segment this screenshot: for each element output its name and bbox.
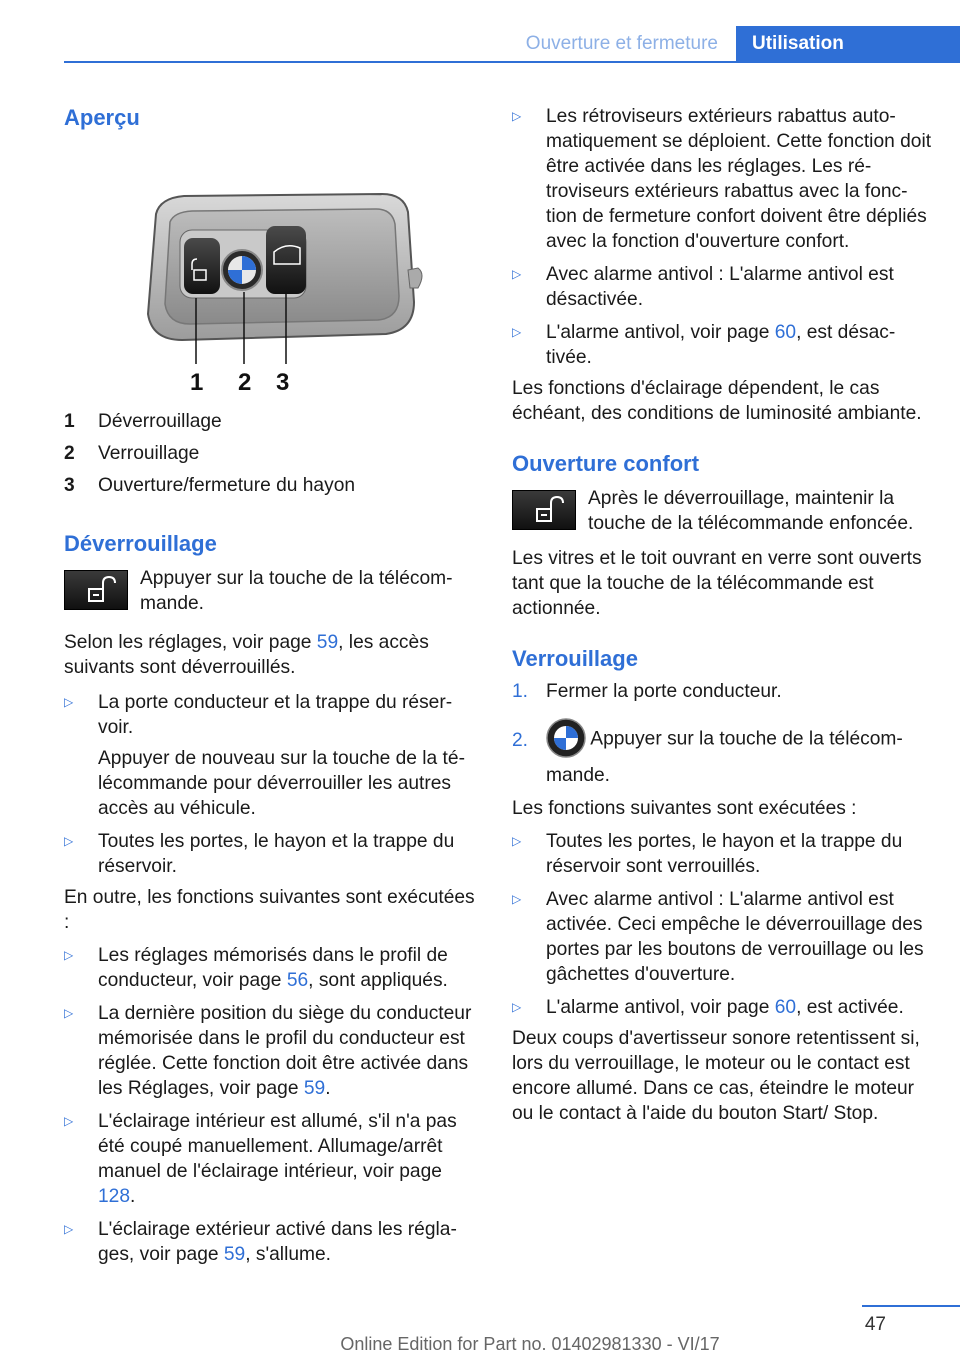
step-text: Fermer la porte conducteur. xyxy=(546,681,782,702)
unlock-instruction: Appuyer sur la touche de la télécommande. xyxy=(140,568,453,614)
settings-paragraph xyxy=(64,630,478,680)
list-item xyxy=(512,320,932,370)
header-chapter-tab[interactable]: Utilisation xyxy=(736,26,960,61)
comfort-icon-paragraph xyxy=(512,486,932,536)
text-span: . xyxy=(325,1078,331,1099)
triangle-right-outline-icon: ▷ xyxy=(64,1006,74,1020)
list-item xyxy=(512,718,932,788)
page-link-56[interactable]: 56 xyxy=(286,970,309,991)
triangle-right-outline-icon: ▷ xyxy=(64,948,74,962)
page-number: 47 xyxy=(864,1314,886,1335)
bullet-text xyxy=(98,1109,478,1209)
list-item xyxy=(64,829,478,879)
bullet-text xyxy=(98,1217,478,1267)
comfort-heading: Ouverture confort xyxy=(512,451,700,476)
triangle-right-outline-icon: ▷ xyxy=(512,1000,522,1014)
text-span: Selon les réglages, voir page xyxy=(64,632,317,653)
unlock-icon xyxy=(64,570,128,610)
bullet-text: Toutes les portes, le hayon et la trappe du réservoir. xyxy=(98,831,455,877)
comfort-instruction: Après le déverrouillage, maintenir la touche de la télécommande enfoncée. xyxy=(588,488,914,534)
bullet-text: Toutes les portes, le hayon et la trappe du réservoir sont verrouillés. xyxy=(546,831,903,877)
legend-item xyxy=(64,438,478,470)
page-link-59[interactable]: 59 xyxy=(303,1078,326,1099)
bullet-text: Avec alarme antivol : L'alarme antivol est activée. Ceci empêche le déverrouillage des portes par les boutons de verrouillage ou les gâchettes d'ouverture. xyxy=(546,889,924,985)
left-column xyxy=(64,96,478,1267)
triangle-right-outline-icon: ▷ xyxy=(512,267,522,281)
callout-2: 2 xyxy=(238,369,252,396)
text-span: L'éclairage extérieur activé dans les réglages, voir page xyxy=(98,1219,457,1265)
bmw-logo-icon xyxy=(546,718,586,763)
bullet-text: La porte conducteur et la trappe du réservoir. xyxy=(98,692,453,738)
triangle-right-outline-icon: ▷ xyxy=(64,1114,74,1128)
windows-paragraph: Les vitres et le toit ouvrant en verre sont ouverts tant que la touche de la télécommande est actionnée. xyxy=(512,548,922,619)
figure-legend xyxy=(64,406,478,502)
text-span: La dernière position du siège du conducteur mémorisée dans le profil du conducteur est réglée. Cette fonction doit être activée dans les Réglages, voir page xyxy=(98,1003,472,1099)
key-fob-image xyxy=(64,132,478,400)
text-span: , les accès suivants sont déverrouillés. xyxy=(64,632,429,678)
lock-heading: Verrouillage xyxy=(512,646,638,671)
right-column xyxy=(512,98,932,1126)
bullet-text: Avec alarme antivol : L'alarme antivol est désactivée. xyxy=(546,264,894,310)
step-text: Appuyer sur la touche de la télécommande. xyxy=(546,728,903,786)
list-item xyxy=(64,943,478,993)
legend-number: 3 xyxy=(64,475,75,496)
legend-number: 1 xyxy=(64,411,75,432)
list-item xyxy=(512,262,932,312)
legend-number: 2 xyxy=(64,443,75,464)
header-section-title: Ouverture et fermeture xyxy=(525,33,718,54)
bullet-text xyxy=(98,1001,478,1101)
page-link-128[interactable]: 128 xyxy=(98,1186,131,1207)
text-span: L'alarme antivol, voir page xyxy=(546,997,775,1018)
unlock-icon-paragraph xyxy=(64,566,478,616)
following-paragraph: Les fonctions suivantes sont exécutées : xyxy=(512,798,857,819)
legend-text: Ouverture/fermeture du hayon xyxy=(98,475,356,496)
triangle-right-outline-icon: ▷ xyxy=(64,695,74,709)
unlock-heading: Déverrouillage xyxy=(64,531,217,556)
list-item xyxy=(512,679,932,704)
bullet-text xyxy=(98,943,478,993)
page-link-60[interactable]: 60 xyxy=(774,322,797,343)
list-item xyxy=(64,1217,478,1267)
bullet-text xyxy=(546,995,932,1020)
triangle-right-outline-icon: ▷ xyxy=(512,892,522,906)
footer-rule xyxy=(862,1305,960,1307)
text-span: , est activée. xyxy=(796,997,904,1018)
text-span: Les réglages mémorisés dans le profil de conducteur, voir page xyxy=(98,945,448,991)
bullet-text: Les rétroviseurs extérieurs rabattus automatiquement se déploient. Cette fonction doit être activée dans les réglages. Les rétroviseurs extérieurs rabattus avec la fonction de fermeture confort doivent être dépliés avec la fonction d'ouverture confort. xyxy=(546,106,932,252)
text-span: , s'allume. xyxy=(245,1244,331,1265)
list-item xyxy=(64,690,478,821)
callout-3: 3 xyxy=(276,369,290,396)
text-span: . xyxy=(130,1186,136,1207)
text-span: L'alarme antivol, voir page xyxy=(546,322,775,343)
triangle-right-outline-icon: ▷ xyxy=(512,325,522,339)
step-number: 1. xyxy=(512,681,529,702)
text-span: L'éclairage intérieur est allumé, s'il n'a pas été coupé manuellement. Allumage/arrêt manuel de l'éclairage intérieur, voir page xyxy=(98,1111,457,1182)
also-paragraph: En outre, les fonctions suivantes sont exécutées : xyxy=(64,887,475,933)
list-item xyxy=(512,995,932,1020)
triangle-right-outline-icon: ▷ xyxy=(512,834,522,848)
edition-footer xyxy=(0,1334,960,1355)
list-item xyxy=(64,1001,478,1101)
horn-paragraph: Deux coups d'avertisseur sonore retentissent si, lors du verrouillage, le moteur ou le contact est encore allumé. Dans ce cas, éteindre le moteur ou le contact à l'aide du bouton Start/ Stop. xyxy=(512,1028,920,1124)
list-item xyxy=(64,1109,478,1209)
page-link-59[interactable]: 59 xyxy=(223,1244,246,1265)
page-link-59[interactable]: 59 xyxy=(316,632,339,653)
legend-text: Déverrouillage xyxy=(98,411,222,432)
list-item xyxy=(512,104,932,254)
step-number: 2. xyxy=(512,730,529,751)
edition-text: Online Edition for Part no. 01402981330 - VI/17 xyxy=(340,1334,720,1354)
key-fob-figure xyxy=(64,132,478,400)
text-span: , est désactivée. xyxy=(546,322,896,368)
header-rule xyxy=(64,61,960,63)
bullet-text: Appuyer de nouveau sur la touche de la télécommande pour déverrouiller les autres accès au véhicule. xyxy=(98,748,465,819)
callout-1: 1 xyxy=(190,369,204,396)
legend-item xyxy=(64,406,478,438)
list-item xyxy=(512,829,932,879)
page-link-60[interactable]: 60 xyxy=(774,997,797,1018)
unlock-icon xyxy=(512,490,576,530)
list-item xyxy=(512,887,932,987)
triangle-right-outline-icon: ▷ xyxy=(64,834,74,848)
bullet-text xyxy=(546,320,932,370)
legend-text: Verrouillage xyxy=(98,443,200,464)
text-span: , sont appliqués. xyxy=(308,970,448,991)
apercu-heading: Aperçu xyxy=(64,105,140,130)
triangle-right-outline-icon: ▷ xyxy=(512,109,522,123)
legend-item xyxy=(64,470,478,502)
triangle-right-outline-icon: ▷ xyxy=(64,1222,74,1236)
lighting-paragraph: Les fonctions d'éclairage dépendent, le cas échéant, des conditions de luminosité ambiante. xyxy=(512,378,922,424)
